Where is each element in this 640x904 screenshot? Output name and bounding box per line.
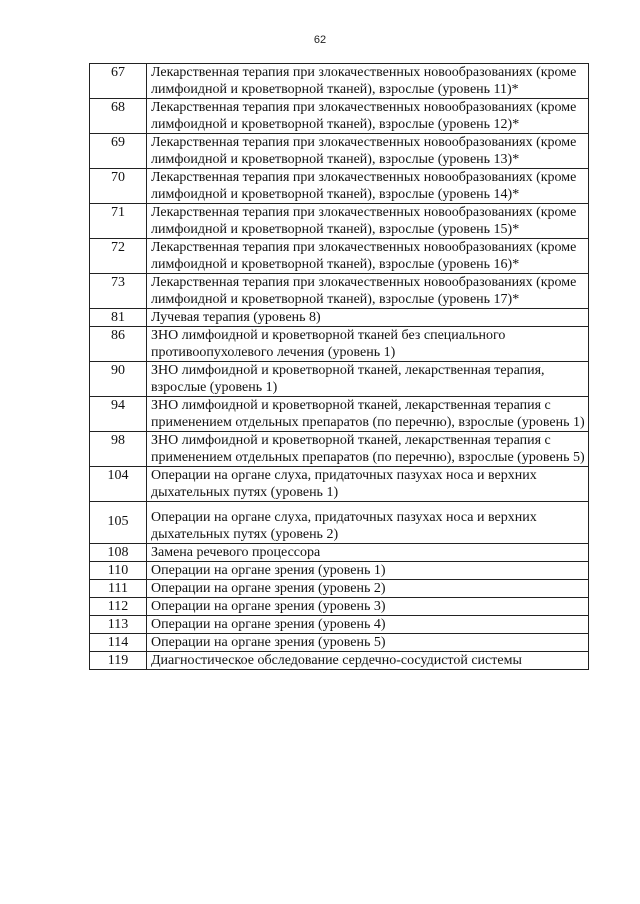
row-code: 113 [90, 616, 147, 634]
table-row [90, 274, 589, 309]
row-name: Операции на органе слуха, придаточных пазухах носа и верхних дыхательных путях (уровень 2) [147, 502, 589, 544]
table-row [90, 327, 589, 362]
row-code: 71 [90, 204, 147, 239]
row-name: Лекарственная терапия при злокачественных новообразованиях (кроме лимфоидной и кроветворной тканей), взрослые (уровень 16)* [147, 239, 589, 274]
row-name: Операции на органе зрения (уровень 5) [147, 634, 589, 652]
table-row [90, 502, 589, 544]
row-name: ЗНО лимфоидной и кроветворной тканей без специального противоопухолевого лечения (уровень 1) [147, 327, 589, 362]
table-row [90, 598, 589, 616]
row-name: Операции на органе зрения (уровень 4) [147, 616, 589, 634]
row-code: 94 [90, 397, 147, 432]
table-row [90, 99, 589, 134]
page-number: 62 [313, 34, 327, 46]
row-code: 70 [90, 169, 147, 204]
row-name: ЗНО лимфоидной и кроветворной тканей, лекарственная терапия с применением отдельных препаратов (по перечню), взрослые (уровень 1) [147, 397, 589, 432]
table-row [90, 580, 589, 598]
row-code: 105 [90, 502, 147, 544]
row-code: 112 [90, 598, 147, 616]
row-name: Лекарственная терапия при злокачественных новообразованиях (кроме лимфоидной и кроветворной тканей), взрослые (уровень 14)* [147, 169, 589, 204]
table-row [90, 544, 589, 562]
row-code: 114 [90, 634, 147, 652]
table-row [90, 239, 589, 274]
table-row [90, 169, 589, 204]
row-code: 67 [90, 64, 147, 99]
row-name: Диагностическое обследование сердечно-сосудистой системы [147, 652, 589, 670]
row-code: 110 [90, 562, 147, 580]
table-row [90, 467, 589, 502]
row-code: 98 [90, 432, 147, 467]
row-name: Замена речевого процессора [147, 544, 589, 562]
table-row [90, 134, 589, 169]
ksg-table [89, 63, 589, 670]
row-name: Лекарственная терапия при злокачественных новообразованиях (кроме лимфоидной и кроветворной тканей), взрослые (уровень 12)* [147, 99, 589, 134]
table-row [90, 362, 589, 397]
row-name: Лекарственная терапия при злокачественных новообразованиях (кроме лимфоидной и кроветворной тканей), взрослые (уровень 13)* [147, 134, 589, 169]
row-name: ЗНО лимфоидной и кроветворной тканей, лекарственная терапия, взрослые (уровень 1) [147, 362, 589, 397]
row-code: 119 [90, 652, 147, 670]
row-name: Лекарственная терапия при злокачественных новообразованиях (кроме лимфоидной и кроветворной тканей), взрослые (уровень 11)* [147, 64, 589, 99]
row-name: Лекарственная терапия при злокачественных новообразованиях (кроме лимфоидной и кроветворной тканей), взрослые (уровень 17)* [147, 274, 589, 309]
row-code: 69 [90, 134, 147, 169]
table-row [90, 64, 589, 99]
table-row [90, 634, 589, 652]
row-code: 81 [90, 309, 147, 327]
row-code: 108 [90, 544, 147, 562]
row-name: Лекарственная терапия при злокачественных новообразованиях (кроме лимфоидной и кроветворной тканей), взрослые (уровень 15)* [147, 204, 589, 239]
row-name: Операции на органе зрения (уровень 2) [147, 580, 589, 598]
row-name: Операции на органе зрения (уровень 3) [147, 598, 589, 616]
table-row [90, 562, 589, 580]
row-code: 104 [90, 467, 147, 502]
row-code: 90 [90, 362, 147, 397]
row-name: Лучевая терапия (уровень 8) [147, 309, 589, 327]
row-code: 111 [90, 580, 147, 598]
row-name: Операции на органе зрения (уровень 1) [147, 562, 589, 580]
table-row [90, 309, 589, 327]
row-code: 72 [90, 239, 147, 274]
table-row [90, 397, 589, 432]
table-row [90, 652, 589, 670]
table-row [90, 204, 589, 239]
table-row [90, 432, 589, 467]
row-name: ЗНО лимфоидной и кроветворной тканей, лекарственная терапия с применением отдельных препаратов (по перечню), взрослые (уровень 5) [147, 432, 589, 467]
table-row [90, 616, 589, 634]
row-code: 68 [90, 99, 147, 134]
row-code: 86 [90, 327, 147, 362]
row-code: 73 [90, 274, 147, 309]
row-name: Операции на органе слуха, придаточных пазухах носа и верхних дыхательных путях (уровень 1) [147, 467, 589, 502]
